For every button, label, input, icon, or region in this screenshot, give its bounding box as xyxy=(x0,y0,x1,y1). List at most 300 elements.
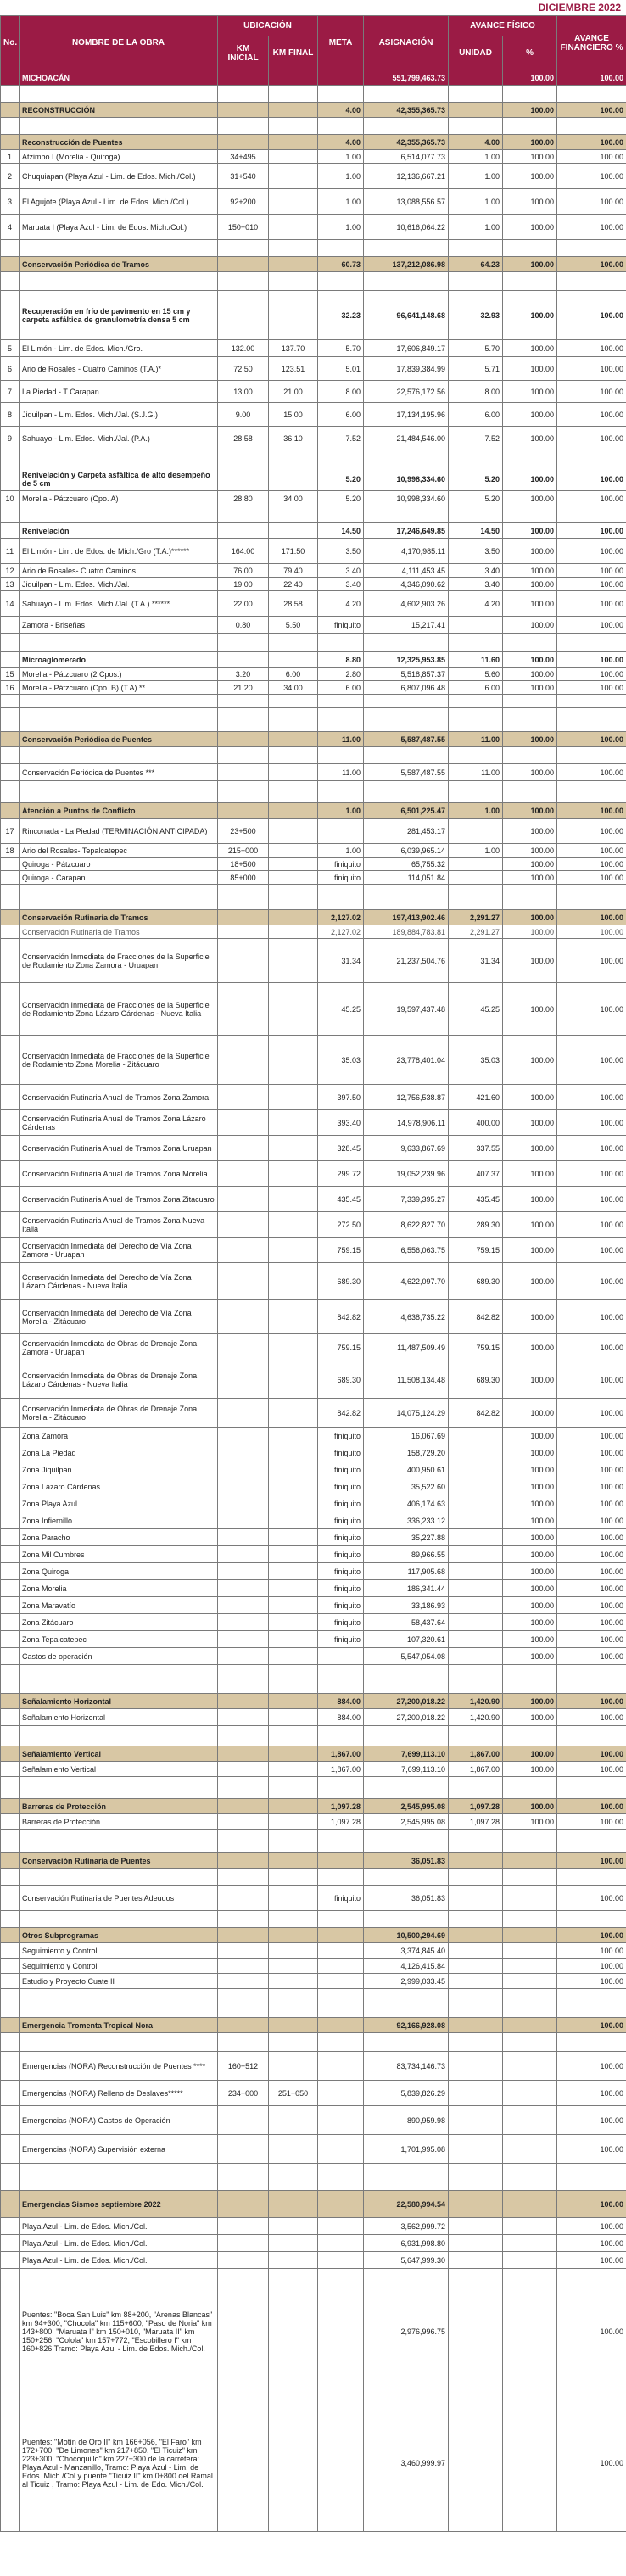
cell-pct: 100.00 xyxy=(503,1212,557,1238)
cell-pct xyxy=(503,86,557,103)
table-row xyxy=(1,381,626,403)
cell-no xyxy=(1,1161,20,1187)
cell-km-inicial xyxy=(218,1614,269,1631)
cell-km-final xyxy=(269,1461,318,1478)
cell-unidad xyxy=(449,506,503,523)
cell-pct xyxy=(503,1974,557,1989)
cell-financiero: 100.00 xyxy=(557,819,626,844)
cell-asignacion xyxy=(364,1911,449,1928)
cell-meta xyxy=(318,1943,364,1959)
report-date: DICIEMBRE 2022 xyxy=(538,2,621,14)
cell-asignacion: 65,755.32 xyxy=(364,858,449,871)
cell-km-final xyxy=(269,803,318,819)
cell-km-final xyxy=(269,1212,318,1238)
cell-financiero: 100.00 xyxy=(557,732,626,747)
cell-financiero: 100.00 xyxy=(557,983,626,1036)
cell-no xyxy=(1,506,20,523)
cell-no xyxy=(1,1136,20,1161)
cell-pct xyxy=(503,781,557,803)
cell-km-final xyxy=(269,652,318,668)
cell-unidad: 6.00 xyxy=(449,681,503,695)
cell-financiero: 100.00 xyxy=(557,1187,626,1212)
cell-obra: Quiroga - Pátzcuaro xyxy=(20,858,218,871)
cell-obra: El Limón - Lim. de Edos. de Mich./Gro (T.A.)****** xyxy=(20,539,218,564)
cell-obra: MICHOACÁN xyxy=(20,70,218,86)
cell-km-inicial xyxy=(218,1648,269,1665)
cell-km-final xyxy=(269,1911,318,1928)
table-row xyxy=(1,1110,626,1136)
cell-pct xyxy=(503,240,557,257)
table-row xyxy=(1,781,626,803)
cell-meta: 32.23 xyxy=(318,291,364,340)
cell-pct: 100.00 xyxy=(503,1300,557,1334)
cell-no xyxy=(1,291,20,340)
cell-asignacion xyxy=(364,695,449,708)
table-row xyxy=(1,1799,626,1814)
cell-unidad: 35.03 xyxy=(449,1036,503,1085)
cell-asignacion: 42,355,365.73 xyxy=(364,135,449,150)
cell-meta: finiquito xyxy=(318,1563,364,1580)
table-row xyxy=(1,1478,626,1495)
cell-no xyxy=(1,1238,20,1263)
cell-km-final xyxy=(269,86,318,103)
cell-km-inicial xyxy=(218,1631,269,1648)
cell-meta: 4.00 xyxy=(318,103,364,118)
table-row xyxy=(1,523,626,539)
table-row xyxy=(1,189,626,215)
cell-meta: 6.00 xyxy=(318,403,364,427)
cell-asignacion: 10,998,334.60 xyxy=(364,467,449,491)
cell-km-inicial xyxy=(218,2252,269,2269)
cell-asignacion: 21,237,504.76 xyxy=(364,939,449,983)
cell-km-final: 123.51 xyxy=(269,357,318,381)
cell-km-final xyxy=(269,1726,318,1746)
cell-financiero: 100.00 xyxy=(557,491,626,506)
cell-unidad: 407.37 xyxy=(449,1161,503,1187)
cell-km-final: 22.40 xyxy=(269,578,318,591)
cell-asignacion: 4,346,090.62 xyxy=(364,578,449,591)
cell-asignacion: 36,051.83 xyxy=(364,1853,449,1869)
table-row xyxy=(1,240,626,257)
header-avance-financiero: AVANCE FINANCIERO % xyxy=(557,16,626,70)
cell-km-final xyxy=(269,135,318,150)
table-row xyxy=(1,135,626,150)
cell-obra: Recuperación en frío de pavimento en 15 cm y carpeta asfáltica de granulometría densa 5 cm xyxy=(20,291,218,340)
cell-pct: 100.00 xyxy=(503,1762,557,1777)
cell-financiero: 100.00 xyxy=(557,1263,626,1300)
cell-no xyxy=(1,1361,20,1399)
cell-meta: 435.45 xyxy=(318,1187,364,1212)
cell-km-final xyxy=(269,118,318,135)
cell-meta xyxy=(318,2269,364,2394)
cell-no xyxy=(1,617,20,634)
cell-km-inicial xyxy=(218,1334,269,1361)
cell-km-final xyxy=(269,1495,318,1512)
cell-no xyxy=(1,983,20,1036)
cell-km-inicial xyxy=(218,2164,269,2191)
cell-pct: 100.00 xyxy=(503,1085,557,1110)
cell-asignacion: 17,246,649.85 xyxy=(364,523,449,539)
cell-pct: 100.00 xyxy=(503,291,557,340)
cell-financiero: 100.00 xyxy=(557,925,626,939)
cell-km-inicial: 150+010 xyxy=(218,215,269,240)
cell-meta: 31.34 xyxy=(318,939,364,983)
cell-km-final xyxy=(269,844,318,858)
cell-asignacion: 2,545,995.08 xyxy=(364,1799,449,1814)
cell-pct: 100.00 xyxy=(503,652,557,668)
table-row xyxy=(1,871,626,885)
cell-financiero: 100.00 xyxy=(557,2106,626,2135)
cell-meta xyxy=(318,2081,364,2106)
cell-asignacion: 4,622,097.70 xyxy=(364,1263,449,1300)
cell-asignacion: 4,111,453.45 xyxy=(364,564,449,578)
cell-km-inicial xyxy=(218,2235,269,2252)
cell-asignacion xyxy=(364,1665,449,1694)
table-row xyxy=(1,1869,626,1886)
cell-km-final xyxy=(269,2269,318,2394)
header-ubicacion: UBICACIÓN xyxy=(218,16,318,36)
cell-asignacion: 42,355,365.73 xyxy=(364,103,449,118)
cell-obra: Puentes: "Boca San Luis" km 88+200, "Arenas Blancas" km 94+300, "Chocola" km 115+600, "Paso de Noria" km 143+800, "Maruata I" km 150+010, "Maruata II" km 150+256, "Colola" km 157+772, "Escobillero I" km 160+826 Tramo: Playa Azul - Lim. de Edos. Mich./Col. xyxy=(20,2269,218,2394)
cell-meta: 1,867.00 xyxy=(318,1746,364,1762)
cell-km-final xyxy=(269,1512,318,1529)
cell-obra: Playa Azul - Lim. de Edos. Mich./Col. xyxy=(20,2252,218,2269)
cell-unidad: 3.50 xyxy=(449,539,503,564)
cell-meta: 5.20 xyxy=(318,491,364,506)
cell-financiero: 100.00 xyxy=(557,150,626,164)
table-row xyxy=(1,1989,626,2018)
cell-asignacion: 5,547,054.08 xyxy=(364,1648,449,1665)
cell-financiero: 100.00 xyxy=(557,1814,626,1830)
cell-km-inicial xyxy=(218,1546,269,1563)
cell-meta xyxy=(318,885,364,910)
table-row xyxy=(1,150,626,164)
cell-meta: finiquito xyxy=(318,1631,364,1648)
cell-no: 7 xyxy=(1,381,20,403)
cell-financiero: 100.00 xyxy=(557,617,626,634)
table-row xyxy=(1,1853,626,1869)
cell-obra: La Piedad - T Carapan xyxy=(20,381,218,403)
cell-pct xyxy=(503,747,557,764)
cell-financiero: 100.00 xyxy=(557,939,626,983)
cell-financiero: 100.00 xyxy=(557,103,626,118)
cell-meta: 8.00 xyxy=(318,381,364,403)
cell-financiero xyxy=(557,1830,626,1853)
cell-no xyxy=(1,885,20,910)
cell-pct xyxy=(503,1886,557,1911)
table-row xyxy=(1,2394,626,2532)
cell-km-inicial xyxy=(218,2018,269,2033)
cell-pct xyxy=(503,2081,557,2106)
cell-financiero xyxy=(557,781,626,803)
cell-unidad: 1,867.00 xyxy=(449,1762,503,1777)
cell-asignacion: 336,233.12 xyxy=(364,1512,449,1529)
cell-km-inicial xyxy=(218,1974,269,1989)
cell-obra: Conservación Inmediata del Derecho de Vía Zona Morelia - Zitácuaro xyxy=(20,1300,218,1334)
cell-obra: Emergencias (NORA) Supervisión externa xyxy=(20,2135,218,2164)
cell-pct xyxy=(503,1777,557,1799)
cell-unidad: 11.60 xyxy=(449,652,503,668)
cell-financiero: 100.00 xyxy=(557,1959,626,1974)
cell-meta: 35.03 xyxy=(318,1036,364,1085)
cell-pct: 100.00 xyxy=(503,70,557,86)
cell-asignacion: 96,641,148.68 xyxy=(364,291,449,340)
cell-meta: 759.15 xyxy=(318,1238,364,1263)
table-row xyxy=(1,1631,626,1648)
cell-financiero: 100.00 xyxy=(557,1886,626,1911)
table-row xyxy=(1,1399,626,1428)
cell-financiero: 100.00 xyxy=(557,1762,626,1777)
cell-no xyxy=(1,1726,20,1746)
cell-obra xyxy=(20,1777,218,1799)
cell-meta xyxy=(318,2135,364,2164)
cell-km-final xyxy=(269,708,318,732)
cell-meta xyxy=(318,118,364,135)
cell-unidad: 1.00 xyxy=(449,189,503,215)
cell-financiero: 100.00 xyxy=(557,2235,626,2252)
cell-km-inicial: 160+512 xyxy=(218,2052,269,2081)
table-row xyxy=(1,164,626,189)
cell-km-inicial xyxy=(218,1263,269,1300)
cell-pct: 100.00 xyxy=(503,1529,557,1546)
cell-no xyxy=(1,1869,20,1886)
cell-unidad xyxy=(449,450,503,467)
cell-asignacion: 8,622,827.70 xyxy=(364,1212,449,1238)
cell-meta: 3.50 xyxy=(318,539,364,564)
cell-unidad xyxy=(449,1959,503,1974)
table-row xyxy=(1,340,626,357)
cell-meta: 328.45 xyxy=(318,1136,364,1161)
cell-obra: Sahuayo - Lim. Edos. Mich./Jal. (T.A.) ****** xyxy=(20,591,218,617)
cell-unidad xyxy=(449,2081,503,2106)
cell-asignacion: 4,126,415.84 xyxy=(364,1959,449,1974)
table-row xyxy=(1,1361,626,1399)
cell-km-inicial xyxy=(218,1399,269,1428)
cell-unidad xyxy=(449,2218,503,2235)
cell-asignacion xyxy=(364,450,449,467)
cell-unidad: 689.30 xyxy=(449,1361,503,1399)
cell-asignacion: 406,174.63 xyxy=(364,1495,449,1512)
cell-obra: Renivelación xyxy=(20,523,218,539)
cell-obra: Ario de Rosales - Cuatro Caminos (T.A.)* xyxy=(20,357,218,381)
cell-unidad xyxy=(449,2052,503,2081)
cell-meta: 1.00 xyxy=(318,164,364,189)
cell-obra xyxy=(20,240,218,257)
cell-financiero: 100.00 xyxy=(557,257,626,272)
cell-unidad: 45.25 xyxy=(449,983,503,1036)
cell-km-inicial xyxy=(218,1361,269,1399)
cell-meta xyxy=(318,272,364,291)
cell-km-final xyxy=(269,150,318,164)
cell-unidad: 1.00 xyxy=(449,215,503,240)
cell-meta xyxy=(318,1974,364,1989)
table-row xyxy=(1,1709,626,1726)
cell-km-final: 5.50 xyxy=(269,617,318,634)
cell-asignacion: 4,602,903.26 xyxy=(364,591,449,617)
cell-financiero: 100.00 xyxy=(557,2081,626,2106)
cell-meta: 45.25 xyxy=(318,983,364,1036)
cell-meta xyxy=(318,240,364,257)
table-row xyxy=(1,1444,626,1461)
cell-financiero: 100.00 xyxy=(557,1943,626,1959)
table-row xyxy=(1,357,626,381)
cell-no xyxy=(1,871,20,885)
cell-financiero: 100.00 xyxy=(557,340,626,357)
cell-km-inicial: 23+500 xyxy=(218,819,269,844)
cell-pct xyxy=(503,450,557,467)
cell-km-inicial xyxy=(218,781,269,803)
table-row xyxy=(1,1928,626,1943)
cell-unidad xyxy=(449,1580,503,1597)
cell-meta xyxy=(318,450,364,467)
cell-unidad xyxy=(449,1563,503,1580)
cell-km-final xyxy=(269,1694,318,1709)
table-row xyxy=(1,578,626,591)
cell-pct: 100.00 xyxy=(503,539,557,564)
cell-km-inicial xyxy=(218,1136,269,1161)
table-row xyxy=(1,103,626,118)
cell-asignacion: 117,905.68 xyxy=(364,1563,449,1580)
cell-pct xyxy=(503,2106,557,2135)
table-body xyxy=(1,70,626,2532)
cell-km-final xyxy=(269,1428,318,1444)
table-row xyxy=(1,885,626,910)
cell-obra: Conservación Rutinaria de Puentes xyxy=(20,1853,218,1869)
cell-unidad: 1,097.28 xyxy=(449,1814,503,1830)
cell-no xyxy=(1,634,20,652)
cell-meta: 1.00 xyxy=(318,803,364,819)
table-row xyxy=(1,858,626,871)
table-row xyxy=(1,450,626,467)
cell-asignacion xyxy=(364,634,449,652)
cell-obra xyxy=(20,2164,218,2191)
cell-km-inicial xyxy=(218,1853,269,1869)
cell-asignacion: 186,341.44 xyxy=(364,1580,449,1597)
cell-no xyxy=(1,1762,20,1777)
cell-no xyxy=(1,1461,20,1478)
cell-asignacion: 14,978,906.11 xyxy=(364,1110,449,1136)
table-row xyxy=(1,1529,626,1546)
table-row xyxy=(1,708,626,732)
cell-meta: 7.52 xyxy=(318,427,364,450)
cell-financiero: 100.00 xyxy=(557,764,626,781)
cell-no xyxy=(1,2018,20,2033)
cell-no xyxy=(1,708,20,732)
cell-no xyxy=(1,2394,20,2532)
cell-pct: 100.00 xyxy=(503,1814,557,1830)
cell-financiero xyxy=(557,708,626,732)
cell-no xyxy=(1,2033,20,2052)
cell-unidad: 289.30 xyxy=(449,1212,503,1238)
cell-asignacion: 17,134,195.96 xyxy=(364,403,449,427)
cell-no xyxy=(1,1614,20,1631)
cell-no xyxy=(1,1665,20,1694)
cell-km-inicial xyxy=(218,1461,269,1478)
cell-asignacion: 35,522.60 xyxy=(364,1478,449,1495)
cell-pct: 100.00 xyxy=(503,427,557,450)
table-row xyxy=(1,2191,626,2218)
cell-km-inicial xyxy=(218,1300,269,1334)
cell-unidad xyxy=(449,1428,503,1444)
cell-no xyxy=(1,925,20,939)
cell-meta: 14.50 xyxy=(318,523,364,539)
cell-km-final xyxy=(269,257,318,272)
cell-obra xyxy=(20,747,218,764)
cell-km-inicial xyxy=(218,467,269,491)
cell-financiero: 100.00 xyxy=(557,803,626,819)
cell-asignacion: 158,729.20 xyxy=(364,1444,449,1461)
cell-pct: 100.00 xyxy=(503,1580,557,1597)
cell-km-final: 171.50 xyxy=(269,539,318,564)
cell-financiero xyxy=(557,450,626,467)
cell-obra: Otros Subprogramas xyxy=(20,1928,218,1943)
cell-km-inicial xyxy=(218,1869,269,1886)
cell-obra: Señalamiento Horizontal xyxy=(20,1694,218,1709)
cell-unidad xyxy=(449,1597,503,1614)
cell-no xyxy=(1,2191,20,2218)
cell-financiero: 100.00 xyxy=(557,910,626,925)
cell-meta xyxy=(318,1928,364,1943)
cell-km-inicial xyxy=(218,450,269,467)
table-row xyxy=(1,803,626,819)
cell-km-inicial xyxy=(218,1886,269,1911)
cell-km-inicial xyxy=(218,2106,269,2135)
cell-unidad: 2,291.27 xyxy=(449,910,503,925)
cell-unidad: 5.70 xyxy=(449,340,503,357)
cell-no: 11 xyxy=(1,539,20,564)
cell-km-final: 21.00 xyxy=(269,381,318,403)
cell-km-final xyxy=(269,885,318,910)
cell-pct: 100.00 xyxy=(503,925,557,939)
cell-financiero: 100.00 xyxy=(557,1161,626,1187)
cell-meta: finiquito xyxy=(318,1614,364,1631)
cell-km-inicial xyxy=(218,1665,269,1694)
cell-pct xyxy=(503,634,557,652)
cell-obra: Morelia - Pátzcuaro (2 Cpos.) xyxy=(20,668,218,681)
cell-no xyxy=(1,2235,20,2252)
cell-pct: 100.00 xyxy=(503,403,557,427)
cell-unidad xyxy=(449,1886,503,1911)
cell-unidad: 435.45 xyxy=(449,1187,503,1212)
cell-unidad xyxy=(449,1478,503,1495)
cell-km-inicial xyxy=(218,2218,269,2235)
cell-unidad xyxy=(449,1943,503,1959)
cell-obra: Zona Paracho xyxy=(20,1529,218,1546)
cell-km-inicial xyxy=(218,1746,269,1762)
cell-asignacion: 6,556,063.75 xyxy=(364,1238,449,1263)
cell-km-final xyxy=(269,1300,318,1334)
cell-km-final: 34.00 xyxy=(269,681,318,695)
cell-km-inicial: 18+500 xyxy=(218,858,269,871)
cell-unidad: 842.82 xyxy=(449,1300,503,1334)
cell-financiero: 100.00 xyxy=(557,1563,626,1580)
cell-asignacion: 5,647,999.30 xyxy=(364,2252,449,2269)
cell-pct xyxy=(503,1911,557,1928)
cell-obra: Ario del Rosales- Tepalcatepec xyxy=(20,844,218,858)
cell-financiero: 100.00 xyxy=(557,564,626,578)
cell-meta: 397.50 xyxy=(318,1085,364,1110)
cell-asignacion: 2,545,995.08 xyxy=(364,1814,449,1830)
cell-financiero: 100.00 xyxy=(557,1799,626,1814)
cell-unidad xyxy=(449,1989,503,2018)
cell-meta xyxy=(318,1989,364,2018)
cell-unidad: 400.00 xyxy=(449,1110,503,1136)
cell-unidad: 14.50 xyxy=(449,523,503,539)
table-row xyxy=(1,564,626,578)
cell-km-inicial xyxy=(218,803,269,819)
cell-km-inicial xyxy=(218,2269,269,2394)
cell-km-final: 79.40 xyxy=(269,564,318,578)
